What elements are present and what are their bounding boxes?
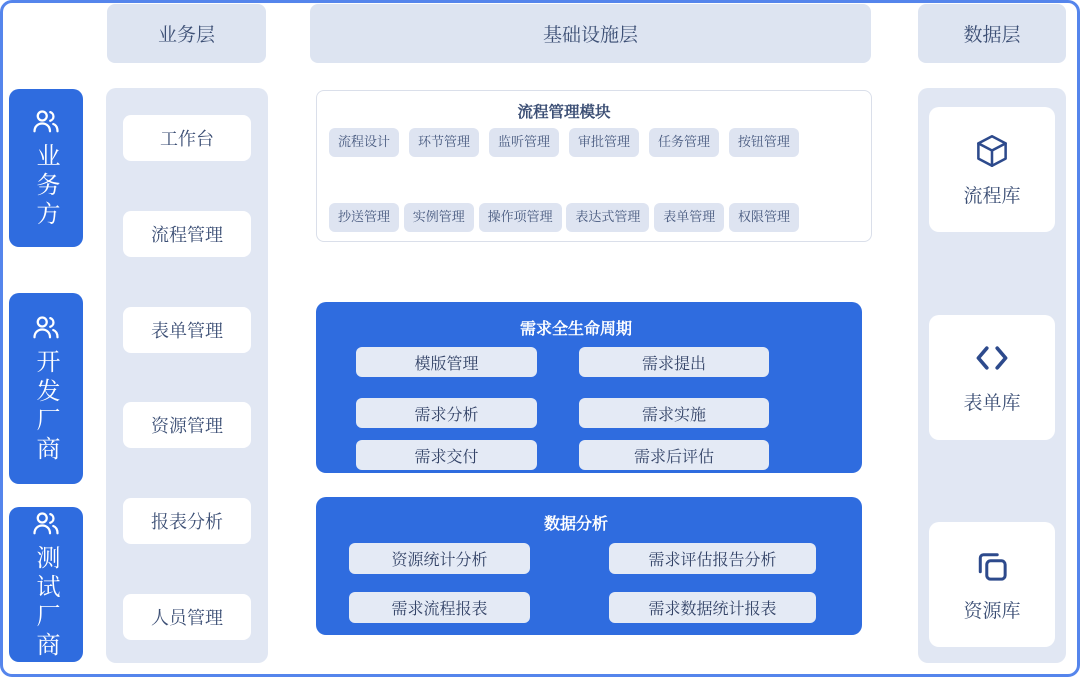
business-card-label: 资源管理	[151, 416, 223, 438]
business-card-resource-mgmt	[123, 402, 251, 448]
layer-header-business-label: 业务层	[157, 24, 215, 46]
cube-icon	[973, 132, 1011, 170]
layer-header-infrastructure	[310, 4, 871, 63]
lifecycle-title: 需求全生命周期	[519, 319, 632, 338]
module-chip: 流程设计	[329, 128, 399, 157]
module-chip: 表达式管理	[566, 203, 649, 232]
process-module-title: 流程管理模块	[517, 103, 611, 121]
business-card-label: 工作台	[160, 129, 214, 150]
layer-header-infrastructure-label: 基础设施层	[542, 24, 638, 46]
business-card-label: 表单管理	[151, 320, 223, 342]
users-icon	[31, 312, 61, 342]
process-module-chip-row-1	[329, 128, 799, 157]
lifecycle-item: 模版管理	[356, 347, 537, 377]
data-card-label: 资源库	[963, 599, 1021, 622]
data-layer-panel	[918, 88, 1066, 663]
actor-pill-test-vendor	[9, 507, 83, 662]
process-module-box	[316, 90, 872, 242]
data-card-form-library	[929, 315, 1055, 440]
actor-label: 开发厂商	[32, 349, 60, 465]
data-card-resource-library	[929, 522, 1055, 647]
lifecycle-box	[316, 302, 862, 473]
actor-label: 测试厂商	[32, 545, 60, 661]
business-card-form-mgmt	[123, 307, 251, 353]
lifecycle-item: 需求分析	[356, 398, 537, 428]
business-card-label: 流程管理	[151, 224, 223, 246]
actor-pill-dev-vendor	[9, 293, 83, 484]
process-module-chip-row-2	[329, 203, 799, 232]
users-icon	[31, 508, 61, 538]
business-layer-panel	[106, 88, 268, 663]
lifecycle-item: 需求后评估	[579, 440, 769, 470]
analysis-item: 需求评估报告分析	[609, 543, 816, 574]
layer-header-data	[918, 4, 1066, 63]
analysis-item: 需求数据统计报表	[609, 592, 816, 623]
lifecycle-item: 需求实施	[579, 398, 769, 428]
actor-pill-business-side	[9, 89, 83, 247]
analysis-title: 数据分析	[543, 514, 608, 533]
users-icon	[31, 106, 61, 136]
analysis-box	[316, 497, 862, 635]
business-card-label: 报表分析	[151, 512, 223, 534]
analysis-item: 资源统计分析	[349, 543, 530, 574]
data-card-process-library	[929, 107, 1055, 232]
data-card-label: 表单库	[963, 392, 1021, 414]
module-chip: 任务管理	[649, 128, 719, 157]
layer-header-data-label: 数据层	[963, 24, 1021, 46]
module-chip: 操作项管理	[479, 203, 562, 232]
data-card-label: 流程库	[963, 184, 1021, 207]
lifecycle-item: 需求交付	[356, 440, 537, 470]
module-chip: 监听管理	[489, 128, 559, 157]
actor-label: 业务方	[32, 143, 60, 230]
analysis-item: 需求流程报表	[349, 592, 530, 623]
business-card-label: 人员管理	[151, 607, 223, 629]
copy-icon	[973, 547, 1011, 585]
module-chip: 表单管理	[654, 203, 724, 232]
business-card-report-analysis	[123, 498, 251, 544]
module-chip: 审批管理	[569, 128, 639, 157]
layer-header-business	[107, 4, 266, 63]
module-chip: 环节管理	[409, 128, 479, 157]
business-card-personnel-mgmt	[123, 594, 251, 640]
lifecycle-item: 需求提出	[579, 347, 769, 377]
business-card-workbench	[123, 115, 251, 161]
module-chip: 实例管理	[404, 203, 474, 232]
module-chip: 权限管理	[729, 203, 799, 232]
module-chip: 抄送管理	[329, 203, 399, 232]
code-icon	[973, 339, 1011, 377]
business-card-process-mgmt	[123, 211, 251, 257]
module-chip: 按钮管理	[729, 128, 799, 157]
